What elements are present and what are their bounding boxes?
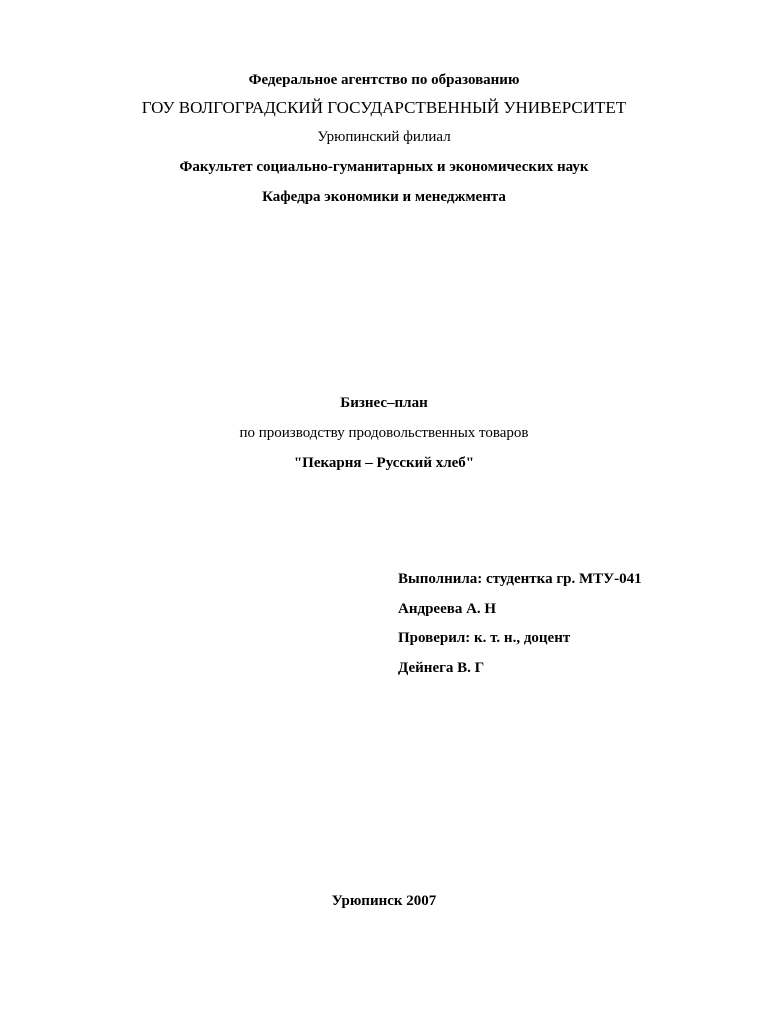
- agency-heading: Федеральное агентство по образованию: [248, 72, 520, 88]
- document-name: "Пекарня – Русский хлеб": [293, 455, 475, 471]
- document-type: Бизнес–план: [340, 395, 428, 411]
- branch-heading: Урюпинский филиал: [317, 129, 451, 145]
- faculty-heading: Факультет социально-гуманитарных и экономических наук: [179, 159, 589, 175]
- checked-by-label: Проверил: к. т. н., доцент: [398, 630, 571, 646]
- supervisor-name: Дейнега В. Г: [398, 660, 485, 676]
- student-name: Андреева А. Н: [398, 601, 497, 617]
- document-subject: по производству продовольственных товаров: [239, 425, 529, 441]
- performed-by-label: Выполнила: студентка гр. МТУ-041: [398, 571, 642, 587]
- university-heading: ГОУ ВОЛГОГРАДСКИЙ ГОСУДАРСТВЕННЫЙ УНИВЕРСИТЕТ: [141, 98, 627, 117]
- department-heading: Кафедра экономики и менеджмента: [262, 189, 506, 205]
- city-year: Урюпинск 2007: [331, 893, 437, 909]
